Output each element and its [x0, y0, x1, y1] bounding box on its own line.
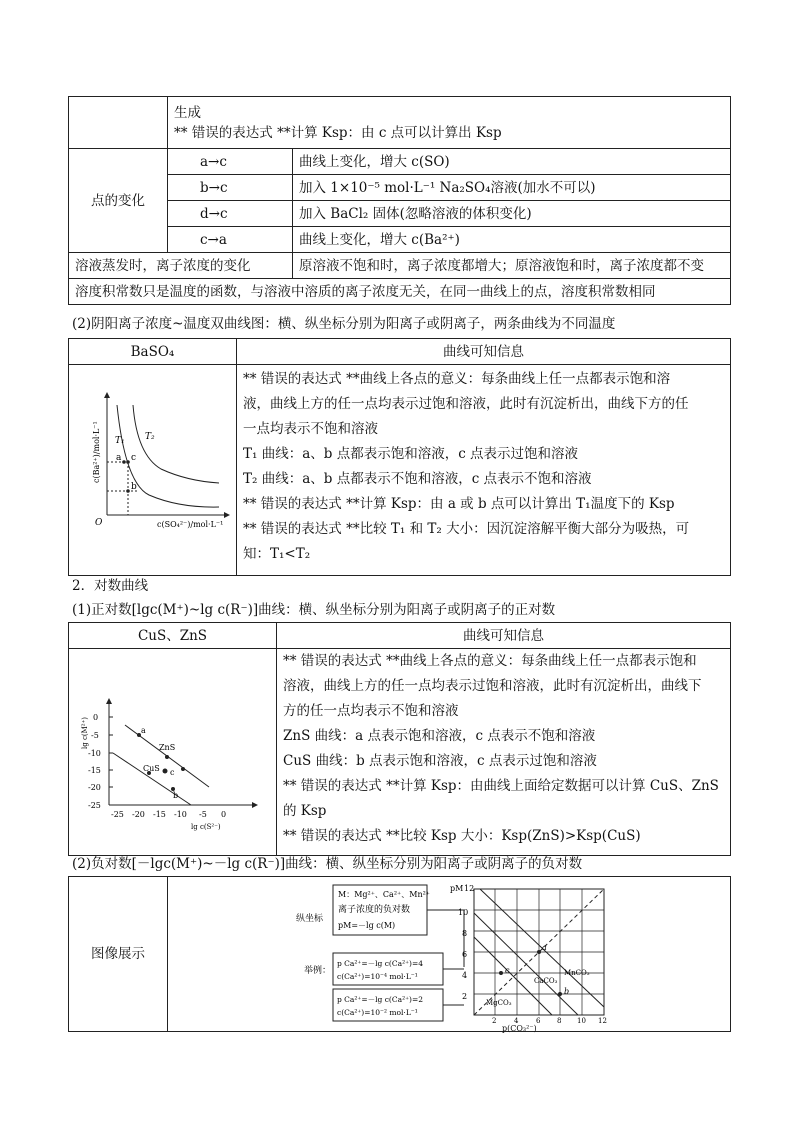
info-line: ** 错误的表达式 **比较 Ksp 大小：Ksp(ZnS)>Ksp(CuS)	[283, 828, 641, 844]
y-tick-label: 0	[93, 713, 99, 722]
table1-top-line2: ** 错误的表达式 **计算 Ksp：由 c 点可以计算出 Ksp	[174, 124, 502, 141]
t2-curve	[133, 405, 219, 483]
example-line: c(Ca²⁺)=10⁻⁴ mol·L⁻¹	[337, 972, 418, 981]
y-tick-label: 8	[462, 929, 468, 938]
definition-line: 离子浓度的负对数	[338, 905, 411, 915]
example-line: p Ca²⁺=－lg c(Ca²⁺)=2	[337, 995, 424, 1004]
ksp-note: 溶度积常数只是温度的函数，与溶液中溶质的离子浓度无关，在同一曲线上的点，溶度积常数相同	[69, 279, 731, 305]
cus-zns-chart-cell	[69, 649, 277, 856]
info-line: ** 错误的表达式 **曲线上各点的意义：每条曲线上任一点都表示饱和	[283, 653, 697, 669]
y-tick-label: 12	[464, 884, 475, 893]
info-header: 曲线可知信息	[277, 623, 731, 649]
y-tick-label: 4	[462, 971, 468, 980]
x-axis-label: p(CO₃²⁻)	[502, 1024, 537, 1033]
evaporation-label: 溶液蒸发时，离子浓度的变化	[69, 253, 293, 279]
x-tick-label: 10	[577, 1017, 586, 1025]
change-desc: 加入 1×10⁻⁵ mol·L⁻¹ Na₂SO₄溶液(加水不可以)	[293, 175, 731, 201]
x-axis-label: c(SO₄²⁻)/mol·L⁻¹	[157, 520, 224, 529]
x-tick-label: 0	[221, 810, 227, 819]
info-line: ** 错误的表达式 **计算 Ksp：由 a 或 b 点可以计算出 T₁温度下的 Ksp	[243, 496, 675, 512]
zns-marker	[181, 767, 185, 771]
x-tick-label: -15	[153, 810, 166, 819]
info-line: 的 Ksp	[283, 803, 327, 819]
baso4-header: BaSO₄	[69, 339, 237, 365]
cus-label: CuS	[143, 764, 160, 773]
info-line: T₁ 曲线：a、b 点都表示饱和溶液，c 点表示过饱和溶液	[243, 446, 579, 462]
definition-line: M：Mg²⁺、Ca²⁺、Mn²⁺	[338, 890, 431, 899]
point-c-dot	[499, 971, 503, 975]
section3-subheading: (1)正对数[lgc(M⁺)~lg c(R⁻)]曲线：横、纵坐标分别为阳离子或阴离子的正对数	[72, 602, 556, 618]
cus-line	[113, 753, 191, 805]
t2-label: T₂	[145, 432, 155, 442]
info-line: 知：T₁<T₂	[243, 546, 311, 562]
y-tick-label: -15	[88, 766, 101, 775]
change-path: d→c	[168, 201, 293, 227]
evaporation-desc: 原溶液不饱和时，离子浓度都增大；原溶液饱和时，离子浓度都不变	[293, 253, 731, 279]
y-tick-label: 2	[462, 992, 468, 1001]
info-line: 方的任一点均表示不饱和溶液	[283, 703, 459, 719]
y-tick-label: -5	[91, 731, 99, 740]
image-display-label: 图像展示	[69, 877, 168, 1032]
point-a-dot	[537, 950, 541, 954]
table1-top-cell	[168, 97, 731, 149]
info-header: 曲线可知信息	[237, 339, 731, 365]
section4-heading: (2)负对数[－lgc(M⁺)~－lg c(R⁻)]曲线：横、纵坐标分别为阳离子或阴离子的负对数	[72, 856, 583, 872]
info-line: ZnS 曲线：a 点表示饱和溶液，c 点表示不饱和溶液	[283, 728, 596, 744]
y-tick-label: -10	[88, 749, 101, 758]
x-tick-label: 4	[514, 1017, 519, 1025]
neg-log-diagram-cell	[168, 877, 731, 1032]
y-axis-label: pM	[450, 884, 464, 893]
x-tick-label: -20	[132, 810, 145, 819]
info-line: ** 错误的表达式 **比较 T₁ 和 T₂ 大小：因沉淀溶解平衡大部分为吸热，可	[243, 521, 690, 537]
y-axis-label: lg c(M²⁺)	[81, 717, 89, 749]
change-desc: 曲线上变化，增大 c(Ba²⁺)	[293, 227, 731, 253]
change-desc: 加入 BaCl₂ 固体(忽略溶液的体积变化)	[293, 201, 731, 227]
neg-log-chart	[450, 884, 607, 1025]
info-line: CuS 曲线：b 点表示饱和溶液，c 点表示过饱和溶液	[283, 753, 597, 769]
ordinate-label: 纵坐标	[296, 914, 324, 924]
point-b-dot	[558, 992, 562, 996]
example-label: 举例：	[304, 966, 332, 976]
zns-marker	[165, 755, 169, 759]
x-tick-label: 2	[492, 1017, 497, 1025]
x-axis-label: lg c(S²⁻)	[191, 823, 221, 831]
info-line: T₂ 曲线：a、b 点都表示不饱和溶液，c 点表示不饱和溶液	[243, 471, 592, 487]
example-line: c(Ca²⁺)=10⁻² mol·L⁻¹	[337, 1008, 418, 1017]
section2-heading: (2)阴阳离子浓度~温度双曲线图：横、纵坐标分别为阳离子或阴离子，两条曲线为不同温度	[72, 316, 616, 332]
change-path: c→a	[168, 227, 293, 253]
point-b-label: b	[564, 987, 570, 996]
point-c-dot	[126, 460, 130, 464]
point-b-label: b	[173, 791, 179, 800]
zns-label: ZnS	[159, 743, 176, 752]
x-ticks	[111, 810, 226, 819]
caco3-label: CaCO₃	[534, 977, 558, 985]
x-tick-label: 6	[536, 1017, 541, 1025]
point-a-label: a	[542, 943, 547, 952]
mgco3-label: MgCO₃	[486, 999, 512, 1007]
point-a-label: a	[141, 726, 146, 735]
y-tick-label: 6	[462, 950, 468, 959]
example-line: p Ca²⁺=－lg c(Ca²⁺)=4	[337, 959, 424, 968]
t1-label: T₁	[115, 436, 125, 446]
info-line: ** 错误的表达式 **曲线上各点的意义：每条曲线上任一点都表示饱和溶	[243, 371, 671, 387]
cus-zns-info-cell	[277, 649, 731, 856]
baso4-info-cell	[237, 365, 731, 576]
x-tick-label: -5	[199, 810, 207, 819]
info-line: 溶液，曲线上方的任一点均表示过饱和溶液，此时有沉淀析出，曲线下	[283, 678, 702, 694]
point-a-dot	[122, 460, 126, 464]
mnco3-label: MnCO₃	[564, 969, 590, 977]
log-curve-chart	[69, 649, 275, 849]
info-line: 一点均表示不饱和溶液	[243, 421, 378, 437]
neg-log-table	[68, 876, 731, 1032]
info-line: 液，曲线上方的任一点均表示过饱和溶液，此时有沉淀析出，曲线下方的任	[243, 396, 689, 412]
y-tick-label: -20	[88, 783, 101, 792]
x-tick-label: 8	[557, 1017, 562, 1025]
point-c-label: c	[170, 768, 175, 777]
point-change-label: 点的变化	[69, 149, 168, 253]
x-tick-label: -25	[111, 810, 124, 819]
change-desc: 曲线上变化，增大 c(SO)	[293, 149, 731, 175]
origin-label: O	[95, 518, 103, 528]
y-tick-label: 10	[458, 908, 469, 917]
definition-line: pM=－lg c(M)	[338, 921, 396, 930]
cus-zns-table	[68, 622, 731, 856]
table1-top-line1: 生成	[174, 104, 201, 121]
point-a-label: a	[116, 453, 122, 463]
baso4-double-curve-chart	[69, 365, 235, 569]
change-path: b→c	[168, 175, 293, 201]
x-tick-label: -10	[174, 810, 187, 819]
baso4-table	[68, 338, 731, 576]
cus-zns-header: CuS、ZnS	[69, 623, 277, 649]
table1-empty-cell	[69, 97, 168, 149]
info-line: ** 错误的表达式 **计算 Ksp：由曲线上面给定数据可以计算 CuS、ZnS	[283, 778, 719, 794]
point-c-label: c	[131, 453, 137, 463]
y-axis-label: c(Ba²⁺)/mol·L⁻¹	[92, 421, 101, 483]
point-c-label: c	[505, 966, 510, 975]
point-c-dot	[163, 769, 168, 774]
baso4-chart-cell	[69, 365, 237, 576]
precipitation-summary-table	[68, 96, 731, 305]
point-b-dot	[126, 489, 130, 493]
section3-heading: 2．对数曲线	[72, 578, 149, 594]
y-tick-label: -25	[88, 801, 101, 810]
neg-log-diagram	[168, 877, 728, 1025]
point-b-label: b	[131, 482, 137, 492]
x-tick-label: 12	[598, 1017, 607, 1025]
change-path: a→c	[168, 149, 293, 175]
